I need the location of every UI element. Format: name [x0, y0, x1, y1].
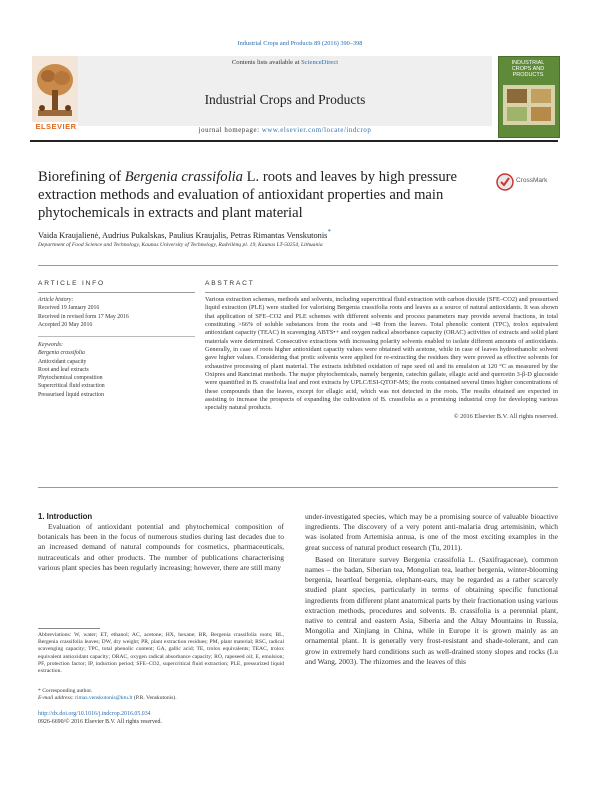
- corresponding-author-note: * Corresponding author.: [38, 688, 93, 694]
- section-heading-introduction: 1. Introduction: [38, 512, 93, 521]
- abstract-heading: ABSTRACT: [205, 280, 255, 287]
- article-title: [38, 168, 478, 222]
- abstract-copyright: © 2016 Elsevier B.V. All rights reserved.: [453, 412, 558, 420]
- contents-line: [78, 59, 492, 66]
- abbreviations-footnote: Abbreviations: W, water; ET, ethanol; AC, acetone; HX, hexane; BR, Bergenia crassifolia roots; BL, Bergenia crassifolia leaves; DW, dry weight; PR, plant extraction residues; PM, plant material; RSC, radical scavenging capacity; TPC, total phenolic content; GA, gallic acid; TE, trolox equivalents; TEAC, trolox equivalent antioxidant capacity; ORAC, oxygen radical absorbance capacity; RO, rapeseed oil; E, emulsion; PF, protection factor; IP, induction period; SFE–CO2, supercritical fluid extraction; PLE, pressurized liquid extraction.: [38, 632, 284, 675]
- abstract-text: [205, 296, 558, 421]
- email-link[interactable]: rimas.venskutonis@ktu.lt: [75, 695, 133, 702]
- email-line: [38, 695, 284, 702]
- abstract-rule: [205, 292, 558, 293]
- corresponding-footnote: [38, 688, 284, 702]
- keyword: Phytochemical composition: [38, 375, 103, 382]
- title-part-1: Biorefining of: [38, 169, 125, 185]
- intro-paragraph: Evaluation of antioxidant potential and phytochemical composition of botanicals has been in the focus of numerous studies during last decades due to an increased demand of natural compounds for cosmetics, pharmaceuticals, nutraceuticals and other products. The number of publications characterising various plant species has been regularly increasing; however, there are still many: [38, 522, 284, 572]
- email-suffix: (P.R. Venskutonis).: [133, 695, 177, 702]
- journal-title: Industrial Crops and Products: [204, 92, 366, 107]
- title-part-2: L. roots and leaves by high pressure extraction methods and evaluation of antioxidant properties and main phytochemicals in extracts and plant material: [38, 169, 457, 221]
- intro-paragraph: Based on literature survey Bergenia crassifolia L. (Saxifragaceae), common names – the badan, Siberian tea, Mongolian tea, leather bergenia, winter-blooming bergenia, heartleaf bergenia, elephant-ears, may be regarded as a rather scarcely studied plant species, particularly in terms of obtaining specific functional ingredients from different plant anatomical parts by their fractionation using various extraction methods, procedures and solvents. B. crassifolia is a perennial plant, native to central and eastern Asia, Siberia and the Altay Mountains in Russia, Mongolia and Xinjiang in China, while in Europe it is grown mainly as an ornamental plant. It is generally very frost-resistant and shade-tolerant, and can grow in extremely hard conditions such as well-drained stony slopes and rocks (Lu and Wang, 2003). The rhizomes and the leaves of this: [305, 554, 558, 666]
- issn-line: 0926-6690/© 2016 Elsevier B.V. All rights reserved.: [38, 718, 162, 725]
- history-accepted: Accepted 20 May 2016: [38, 321, 93, 328]
- sciencedirect-link[interactable]: ScienceDirect: [301, 59, 339, 66]
- title-species: Bergenia crassifolia: [124, 169, 243, 185]
- history-rule: [38, 336, 195, 337]
- journal-homepage: [78, 127, 492, 134]
- header-rule: [30, 140, 558, 142]
- keywords-label: Keywords:: [38, 342, 63, 348]
- journal-header-box: [78, 56, 492, 126]
- affiliation: Department of Food Science and Technology, Kaunas University of Technology, Radvilėnų pl. 19, Kaunas LT-50254, Lithuania: [38, 242, 323, 248]
- authors-text: Vaida Kraujalienė, Audrius Pukalskas, Paulius Kraujalis, Petras Rimantas Venskutonis: [38, 230, 328, 240]
- keyword: Antioxidant capacity: [38, 358, 87, 365]
- intro-paragraph: under-investigated species, which may be a promising source of valuable bioactive ingredients. The discovery of a very potent anti-malaria drug artemisinin, which was isolated from Artemisia annua, is one of the most exciting examples in the great success of natural product research (Tu, 2011).: [305, 512, 558, 552]
- keywords-block: [38, 341, 195, 399]
- abstract-end-rule: [38, 487, 558, 488]
- author-list: [38, 228, 558, 240]
- keyword: Pressurised liquid extraction: [38, 391, 105, 398]
- article-history: [38, 296, 195, 329]
- keyword: Bergenia crassifolia: [38, 350, 85, 357]
- corresponding-author-mark[interactable]: *: [327, 228, 331, 236]
- intro-left-column: [38, 522, 284, 573]
- authors-rule: [38, 265, 558, 266]
- elsevier-wordmark: ELSEVIER: [35, 122, 77, 131]
- history-received: Received 19 January 2016: [38, 305, 100, 312]
- journal-citation[interactable]: Industrial Crops and Products 89 (2016) 390–398: [237, 40, 363, 47]
- article-info-heading: ARTICLE INFO: [38, 280, 105, 287]
- intro-right-column: [305, 512, 558, 667]
- cover-title: INDUSTRIAL CROPS AND PRODUCTS: [511, 60, 545, 79]
- email-label: E-mail address:: [38, 695, 74, 702]
- doi-block: [38, 711, 288, 726]
- article-info-rule: [38, 292, 195, 293]
- crossmark-badge[interactable]: [496, 172, 558, 192]
- footnote-rule: [38, 628, 100, 629]
- doi-link[interactable]: http://dx.doi.org/10.1016/j.indcrop.2016.05.034: [38, 711, 151, 717]
- contents-prefix: Contents lists available at: [231, 59, 300, 66]
- crossmark-label: CrossMark: [516, 177, 548, 184]
- abstract-body: Various extraction schemes, methods and solvents, including supercritical fluid extraction with carbon dioxide (SFE–CO2) and pressurised liquid extraction (PLE) were studied for valorising Bergenia crassifolia roots and leaves as a source of natural antioxidants. It was shown that application of SFE–CO2 and PLE schemes with different solvents and process parameters may provide several fractions, in total constituting >66% of soluble substances from the roots and >48 from the leaves. Total phenolic content (TPC), trolox equivalent antioxidant capacity (TEAC) in scavenging ABTS•+ and oxygen radical absorbance capacity (ORAC) activities of extracts and solid plant materials were determined. Consecutive extractions with increasing polarity solvents enabled to isolate different amounts of antioxidants. Generally, in case of roots higher antioxidant capacity values were obtained with acetone, while in case of leaves hydroethanolic solvent gave higher values. Considering that protic solvents were applied for re-extracting the residues they were proved as effective solvents for exhaustive processing of plant material. The extracts inhibited oxidation of rape seed oil and its emulsion at 120 °C as measured by the Oxipres and Rancimat methods. The major phytochemicals, namely bergenin, catechin gallate, ellagic acid and quercetin 3-β-D glucoside were quantified in B. crassifolia leaf and root extracts by UPLC/ESI-QTOF-MS; the roots contained several times higher concentrations of these compounds than the leaves, except for ellagic acid, which was not detected in the roots. The results obtained are expected in assisting to increase the prospects of expanding the cultivation of B. crassifolia as a promising industrial crop for developing various specialty natural products.: [205, 296, 558, 412]
- history-label: Article history:: [38, 297, 74, 303]
- homepage-link[interactable]: www.elsevier.com/locate/indcrop: [261, 127, 372, 134]
- homepage-prefix: journal homepage:: [198, 127, 260, 134]
- history-revised: Received in revised form 17 May 2016: [38, 313, 129, 320]
- keyword: Root and leaf extracts: [38, 366, 89, 373]
- keyword: Supercritical fluid extraction: [38, 383, 105, 390]
- elsevier-tree-logo: [32, 56, 78, 122]
